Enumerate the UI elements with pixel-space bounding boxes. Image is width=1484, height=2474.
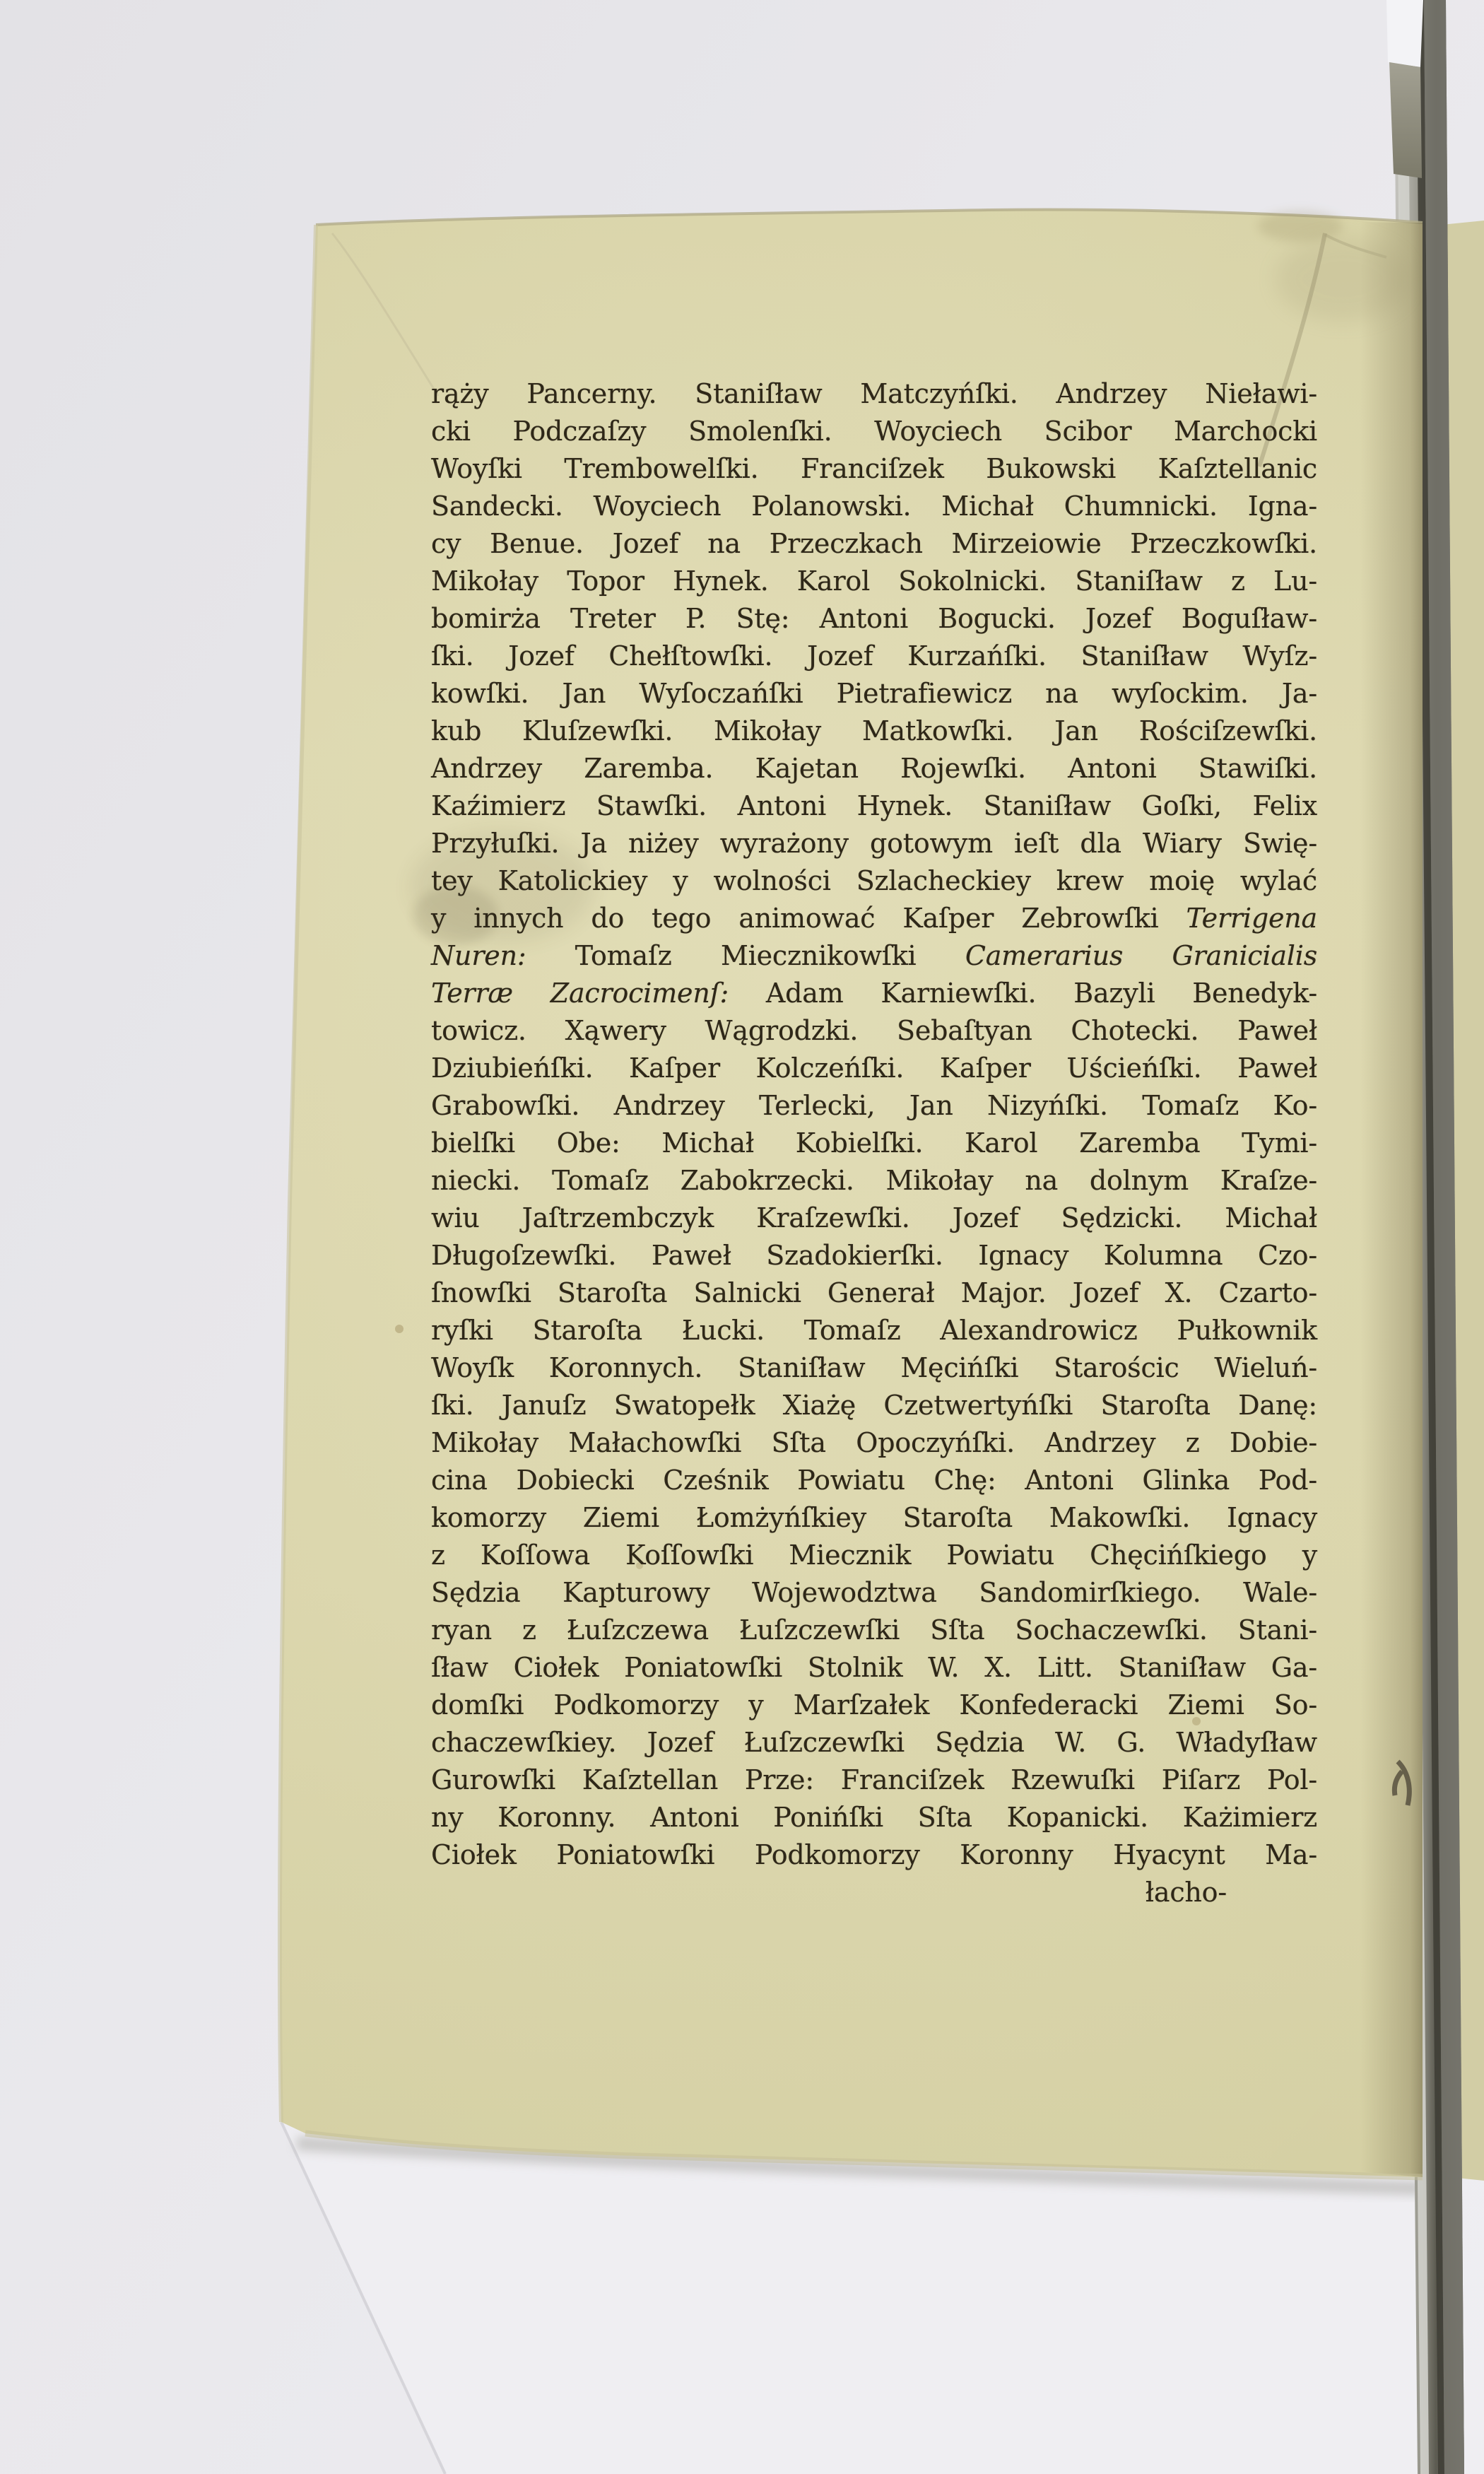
text-segment: ſław Ciołek Poniatowſki Stolnik W. X. Litt. Staniſław Ga-: [431, 1652, 1317, 1683]
text-segment: cy Benue. Jozef na Przeczkach Mirzeiowie Przeczkowſki.: [431, 528, 1317, 559]
text-segment: Kaźimierz Stawſki. Antoni Hynek. Staniſław Goſki, Felix: [431, 790, 1317, 821]
text-line: [431, 450, 1317, 488]
text-line: [431, 1424, 1317, 1462]
text-segment: ſki. Jozef Chełſtowſki. Jozef Kurzańſki. Staniſław Wyſz-: [431, 640, 1317, 672]
text-segment: cki Podczaſzy Smolenſki. Woyciech Scibor Marchocki: [431, 416, 1317, 447]
text-line: [431, 375, 1317, 413]
text-segment: Długoſzewſki. Paweł Szadokierſki. Ignacy Kolumna Czo-: [431, 1240, 1317, 1271]
text-line: [431, 750, 1317, 787]
text-segment: bomirża Treter P. Stę: Antoni Bogucki. Jozef Boguſław-: [431, 603, 1317, 634]
text-line: [431, 1761, 1317, 1799]
text-segment: Gurowſki Kaſztellan Prze: Franciſzek Rzewuſki Piſarz Pol-: [431, 1764, 1317, 1795]
text-line: [431, 1574, 1317, 1612]
text-segment: komorzy Ziemi Łomżyńſkiey Staroſta Makowſki. Ignacy: [431, 1502, 1317, 1533]
text-segment: Sędzia Kapturowy Wojewodztwa Sandomirſkiego. Wale-: [431, 1577, 1317, 1608]
white-sheet-corner: [1386, 0, 1423, 67]
text-segment: Andrzey Zaremba. Kajetan Rojewſki. Antoni Stawiſki.: [431, 753, 1317, 784]
text-segment: cina Dobiecki Cześnik Powiatu Chę: Antoni Glinka Pod-: [431, 1465, 1317, 1496]
text-segment: towicz. Xąwery Wągrodzki. Sebaſtyan Chotecki. Paweł: [431, 1015, 1317, 1046]
text-line: [431, 713, 1317, 750]
text-segment: chaczewſkiey. Jozef Łuſzczewſki Sędzia W. G. Władyſław: [431, 1727, 1317, 1758]
text-segment: ryan z Łuſzczewa Łuſzczewſki Sſta Sochaczewſki. Stani-: [431, 1614, 1317, 1646]
text-segment: ny Koronny. Antoni Ponińſki Sſta Kopanicki. Każimierz: [431, 1802, 1317, 1833]
text-line: [431, 1687, 1317, 1724]
text-segment: niecki. Tomaſz Zabokrzecki. Mikołay na dolnym Kraſze-: [431, 1165, 1317, 1196]
text-segment: Sandecki. Woyciech Polanowski. Michał Chumnicki. Igna-: [431, 491, 1317, 522]
text-line: [431, 825, 1317, 862]
text-line: [431, 1387, 1317, 1424]
text-line: [431, 1349, 1317, 1387]
catchword: łacho-: [1145, 1877, 1227, 1908]
text-line: [431, 1274, 1317, 1312]
text-segment: Woyſk Koronnych. Staniſław Męcińſki Starościc Wieluń-: [431, 1352, 1317, 1383]
text-line: [431, 1649, 1317, 1687]
foxing-spot: [395, 1325, 404, 1333]
text-segment: ſki. Januſz Swatopełk Xiażę Czetwertyńſki Staroſta Danę:: [431, 1390, 1317, 1421]
latin-italic-segment: Terrigena: [1186, 903, 1317, 934]
text-segment: domſki Podkomorzy y Marſzałek Konfederacki Ziemi So-: [431, 1689, 1317, 1720]
text-segment: kowſki. Jan Wyſoczańſki Pietrafiewicz na wyſockim. Ja-: [431, 678, 1317, 709]
page-text: [431, 375, 1317, 1911]
text-segment: ryſki Staroſta Łucki. Tomaſz Alexandrowicz Pułkownik: [431, 1315, 1317, 1346]
text-line: [431, 1237, 1317, 1274]
show-through-patch: [1276, 237, 1410, 322]
text-line: [431, 1125, 1317, 1162]
text-line: [431, 1612, 1317, 1649]
text-line: [431, 1836, 1317, 1874]
text-line: [431, 525, 1317, 563]
text-segment: tey Katolickiey y wolności Szlacheckiey krew moię wylać: [431, 865, 1317, 896]
text-segment: Przyłuſki. Ja niżey wyrażony gotowym ieſt dla Wiary Swię-: [431, 828, 1317, 859]
text-line: [431, 937, 1317, 975]
text-line: [431, 413, 1317, 450]
text-segment: kub Kluſzewſki. Mikołay Matkowſki. Jan Rościſzewſki.: [431, 715, 1317, 746]
text-segment: Grabowſki. Andrzey Terlecki, Jan Nizyńſki. Tomaſz Ko-: [431, 1090, 1317, 1121]
text-line: [431, 1312, 1317, 1349]
text-segment: ſnowſki Staroſta Salnicki Generał Major. Jozef X. Czarto-: [431, 1277, 1317, 1308]
text-line: [431, 563, 1317, 600]
latin-italic-segment: Terræ Zacrocimenſ:: [431, 978, 729, 1009]
page-right-shading: [1360, 222, 1423, 2177]
text-line: [431, 675, 1317, 713]
text-segment: Woyſki Trembowelſki. Franciſzek Bukowski Kaſztellanic: [431, 453, 1317, 484]
text-line: [431, 1724, 1317, 1761]
text-line: [431, 600, 1317, 638]
edge-smudge: [1258, 211, 1343, 242]
text-segment: Tomaſz Miecznikowſki: [526, 940, 965, 971]
text-segment: z Koſſowa Koſſowſki Miecznik Powiatu Chęcińſkiego y: [431, 1540, 1317, 1571]
latin-italic-segment: Nuren:: [431, 940, 526, 971]
text-segment: rąży Pancerny. Staniſław Matczyńſki. Andrzey Nieławi-: [431, 378, 1317, 409]
text-line: [431, 862, 1317, 900]
sheet-gap-shadow: [1389, 62, 1422, 178]
text-segment: y innych do tego animować Kaſper Zebrowſki: [431, 903, 1186, 934]
page-text-lines: [431, 375, 1317, 1874]
text-line: [431, 1162, 1317, 1200]
text-line: [431, 488, 1317, 525]
text-segment: Mikołay Topor Hynek. Karol Sokolnicki. Staniſław z Lu-: [431, 565, 1317, 597]
text-line: [431, 1499, 1317, 1537]
text-segment: Adam Karniewſki. Bazyli Benedyk-: [729, 978, 1318, 1009]
text-line: [431, 638, 1317, 675]
text-line: [431, 1200, 1317, 1237]
text-line: [431, 1537, 1317, 1574]
text-segment: Mikołay Małachowſki Sſta Opoczyńſki. Andrzey z Dobie-: [431, 1427, 1317, 1458]
text-segment: Ciołek Poniatowſki Podkomorzy Koronny Hyacynt Ma-: [431, 1839, 1317, 1870]
text-line: [431, 900, 1317, 937]
text-line: [431, 1012, 1317, 1050]
latin-italic-segment: Camerarius Granicialis: [965, 940, 1317, 971]
text-line: [431, 787, 1317, 825]
text-line: [431, 1462, 1317, 1499]
text-segment: wiu Jaſtrzembczyk Kraſzewſki. Jozef Sędzicki. Michał: [431, 1202, 1317, 1233]
text-line: [431, 1050, 1317, 1087]
text-line: [431, 1799, 1317, 1836]
text-segment: Dziubieńſki. Kaſper Kolczeńſki. Kaſper Uścieńſki. Paweł: [431, 1053, 1317, 1084]
text-line: [431, 975, 1317, 1012]
text-segment: bielſki Obe: Michał Kobielſki. Karol Zaremba Tymi-: [431, 1127, 1317, 1159]
text-line: [431, 1087, 1317, 1125]
